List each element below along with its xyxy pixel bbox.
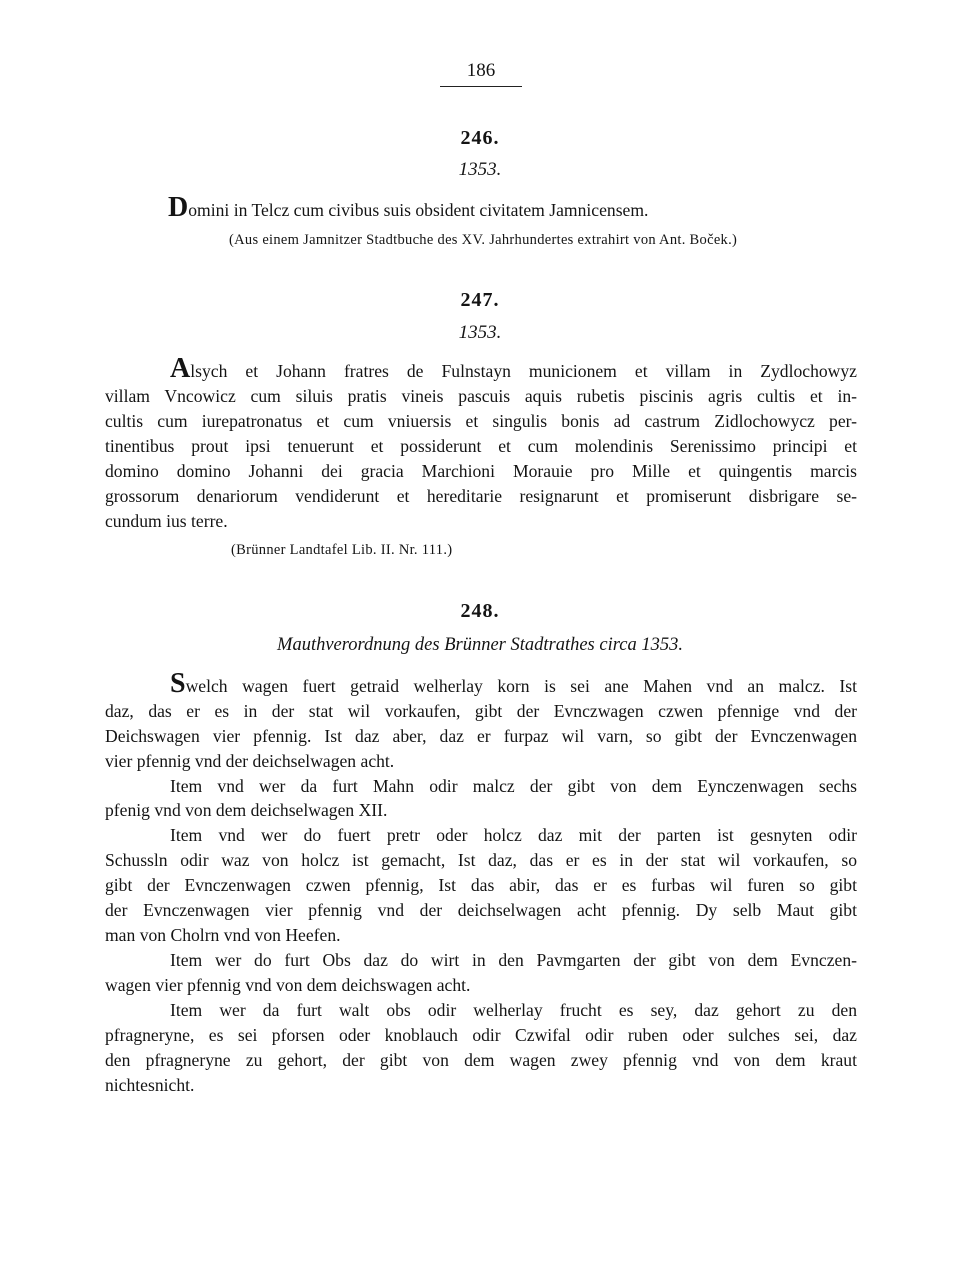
- text-line: cultis cum iurepatronatus et cum vniuersis et singulis bonis ad castrum Zidlochowycz per-: [105, 411, 857, 431]
- text-line-rest: lsych et Johann fratres de Fulnstayn municionem et villam in Zydlochowyz: [190, 361, 857, 381]
- text-line-rest: welch wagen fuert getraid welherlay korn is sei ane Mahen vnd an malcz. Ist: [185, 676, 857, 696]
- text-line: [170, 353, 857, 384]
- text-line: nichtesnicht.: [105, 1075, 195, 1095]
- initial-letter: S: [170, 668, 186, 699]
- text-line: Item wer da furt walt obs odir welherlay frucht es sey, daz gehort zu den: [170, 1000, 857, 1020]
- source-note-247: (Brünner Landtafel Lib. II. Nr. 111.): [231, 542, 453, 558]
- document-number-247: 247.: [460, 289, 500, 311]
- text-line: pfragneryne, es sei pforsen oder knoblauch odir Czwifal odir ruben oder sulches sei, daz: [105, 1025, 857, 1045]
- text-line: domino domino Johanni dei gracia Marchioni Morauie pro Mille et quingentis marcis: [105, 461, 857, 481]
- text-line: Schussln odir waz von holcz ist gemacht, Ist daz, das er es in der stat wil vorkaufen, so: [105, 850, 857, 870]
- text-line: der Evnczenwagen vier pfennig vnd der deichselwagen acht pfennig. Dy selb Maut gibt: [105, 900, 857, 920]
- text-line: Item wer do furt Obs daz do wirt in den Pavmgarten der gibt von dem Evnczen-: [170, 950, 857, 970]
- text-line: Item vnd wer do fuert pretr oder holcz daz mit der parten ist gesnyten odir: [170, 825, 857, 845]
- text-line: man von Cholrn vnd von Heefen.: [105, 925, 341, 945]
- source-note-246: (Aus einem Jamnitzer Stadtbuche des XV. Jahrhundertes extrahirt von Ant. Boček.): [229, 232, 738, 248]
- text-line: den pfragneryne zu gehort, der gibt von dem wagen zwey pfennig vnd von dem kraut: [105, 1050, 857, 1070]
- text-line: gibt der Evnczenwagen czwen pfennig, Ist das abir, das er es furbas wil furen so gibt: [105, 875, 857, 895]
- initial-letter: A: [170, 353, 191, 384]
- document-number-248: 248.: [460, 600, 500, 622]
- text-line: cundum ius terre.: [105, 511, 228, 531]
- text-line: Deichswagen vier pfennig. Ist daz aber, daz er furpaz wil varn, so gibt der Evnczenwagen: [105, 726, 857, 746]
- text-line: daz, das er es in der stat wil vorkaufen, gibt der Evnczwagen czwen pfennige vnd der: [105, 701, 857, 721]
- text-line: grossorum denariorum vendiderunt et hereditarie resignarunt et promiserunt disbrigare se-: [105, 486, 857, 506]
- text-line: Item vnd wer da furt Mahn odir malcz der gibt von dem Eynczenwagen sechs: [170, 776, 857, 796]
- document-heading-248: Mauthverordnung des Brünner Stadtrathes circa 1353.: [277, 635, 683, 655]
- text-line: [170, 668, 857, 699]
- page-number: 186: [440, 60, 522, 87]
- document-number-246: 246.: [460, 127, 500, 149]
- initial-letter: D: [168, 192, 189, 223]
- text-line: villam Vncowicz cum siluis pratis vineis pascuis aquis rubetis piscinis agris cultis et in-: [105, 386, 857, 406]
- text-line: wagen vier pfennig vnd von dem deichswagen acht.: [105, 975, 471, 995]
- document-year-246: 1353.: [458, 159, 502, 180]
- text-line: tinentibus prout ipsi tenuerunt et possiderunt et cum molendinis Serenissimo principi et: [105, 436, 857, 456]
- text-line: omini in Telcz cum civibus suis obsident civitatem Jamnicensem.: [188, 200, 649, 220]
- document-text-246: [168, 192, 768, 223]
- document-year-247: 1353.: [458, 322, 502, 343]
- text-line: vier pfennig vnd der deichselwagen acht.: [105, 751, 395, 771]
- text-line: pfenig vnd von dem deichselwagen XII.: [105, 800, 388, 820]
